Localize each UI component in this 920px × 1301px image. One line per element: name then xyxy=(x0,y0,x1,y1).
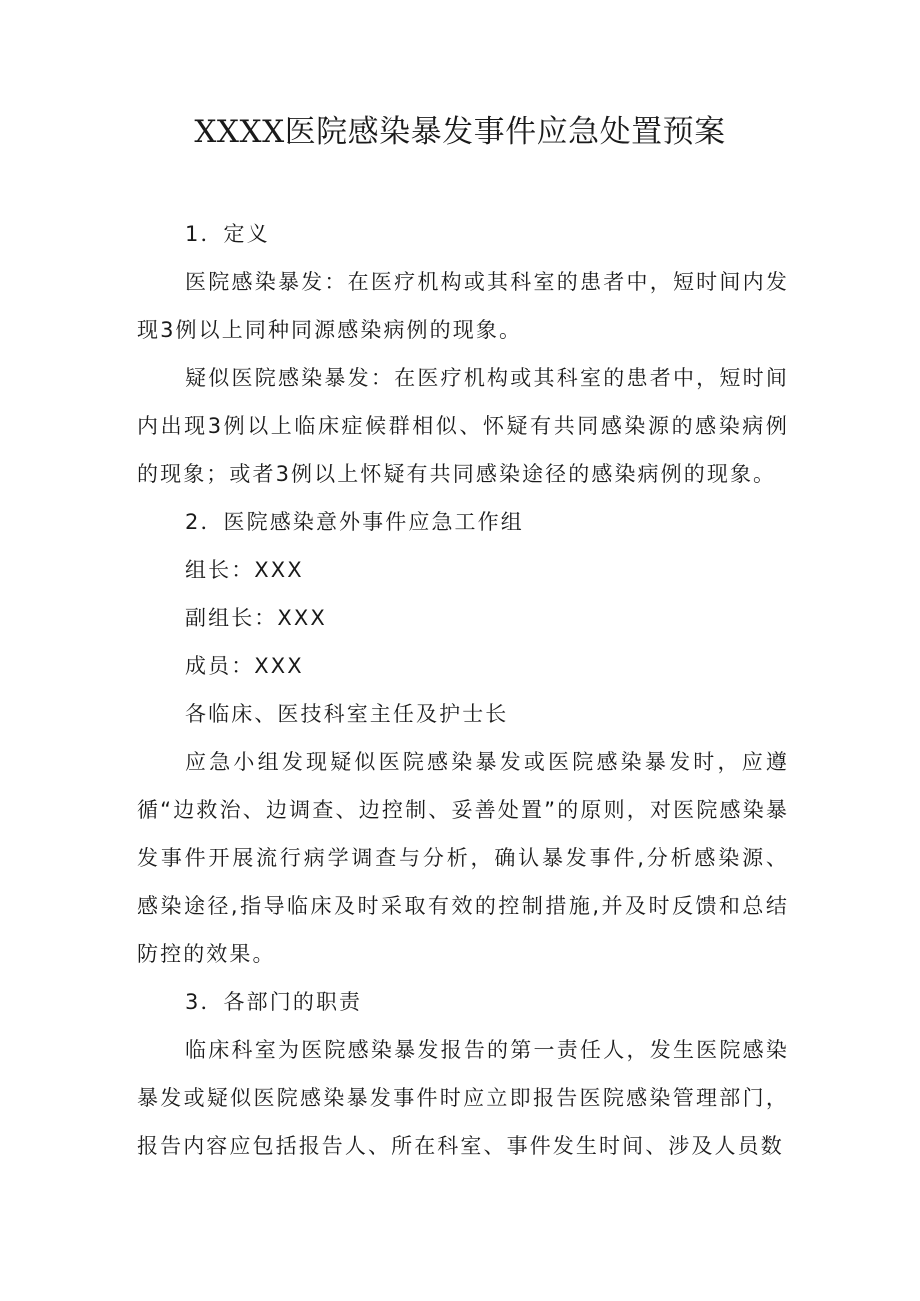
paragraph-outbreak-definition: 医院感染暴发：在医疗机构或其科室的患者中，短时间内发现3例以上同种同源感染病例的现象。 xyxy=(137,270,789,342)
paragraph-group-principles: 应急小组发现疑似医院感染暴发或医院感染暴发时，应遵循“边救治、边调查、边控制、妥善处置”的原则，对医院感染暴发事件开展流行病学调查与分析，确认暴发事件,分析感染源、感染途径,指导临床及时采取有效的控制措施,并及时反馈和总结防控的效果。 xyxy=(137,750,789,966)
paragraph-members: 成员：XXX xyxy=(185,654,304,678)
document-title: XXXX医院感染暴发事件应急处置预案 xyxy=(194,114,726,150)
paragraph-department-heads: 各临床、医技科室主任及护士长 xyxy=(185,702,509,726)
section-heading-department-duties: 3．各部门的职责 xyxy=(185,990,363,1014)
document-body xyxy=(137,210,789,1170)
section-heading-definition: 1．定义 xyxy=(185,222,270,246)
paragraph-deputy-leader: 副组长：XXX xyxy=(185,606,327,630)
paragraph-group-leader: 组长：XXX xyxy=(185,558,304,582)
section-heading-emergency-group: 2．医院感染意外事件应急工作组 xyxy=(185,510,524,534)
paragraph-clinical-reporting: 临床科室为医院感染暴发报告的第一责任人，发生医院感染暴发或疑似医院感染暴发事件时应立即报告医院感染管理部门，报告内容应包括报告人、所在科室、事件发生时间、涉及人员数 xyxy=(137,1038,789,1158)
paragraph-suspected-outbreak-definition: 疑似医院感染暴发：在医疗机构或其科室的患者中，短时间内出现3例以上临床症候群相似、怀疑有共同感染源的感染病例的现象；或者3例以上怀疑有共同感染途径的感染病例的现象。 xyxy=(137,366,789,486)
